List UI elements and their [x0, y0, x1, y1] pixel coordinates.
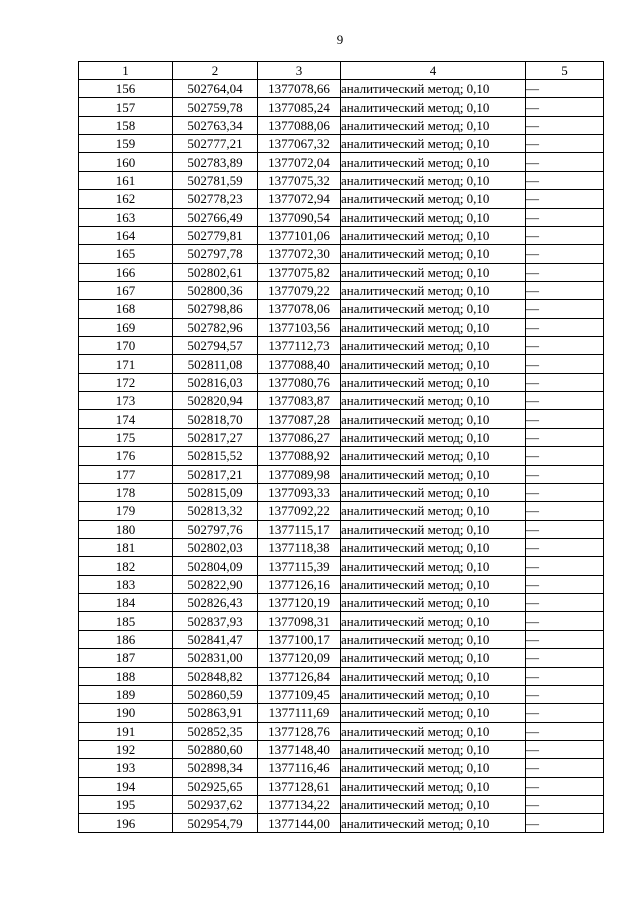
method-cell: аналитический метод; 0,10 — [341, 759, 526, 777]
column-header-4: 4 — [341, 62, 526, 80]
table-row — [79, 281, 604, 299]
x-coordinate-cell: 502798,86 — [173, 300, 258, 318]
description-cell: — — [526, 355, 604, 373]
method-cell: аналитический метод; 0,10 — [341, 685, 526, 703]
x-coordinate-cell: 502817,27 — [173, 428, 258, 446]
description-cell: — — [526, 337, 604, 355]
y-coordinate-cell: 1377093,33 — [258, 483, 341, 501]
x-coordinate-cell: 502822,90 — [173, 575, 258, 593]
point-number-cell: 159 — [79, 135, 173, 153]
x-coordinate-cell: 502797,78 — [173, 245, 258, 263]
y-coordinate-cell: 1377100,17 — [258, 630, 341, 648]
method-cell: аналитический метод; 0,10 — [341, 502, 526, 520]
description-cell: — — [526, 594, 604, 612]
point-number-cell: 157 — [79, 98, 173, 116]
y-coordinate-cell: 1377111,69 — [258, 704, 341, 722]
table-row — [79, 263, 604, 281]
table-row — [79, 190, 604, 208]
point-number-cell: 170 — [79, 337, 173, 355]
table-row — [79, 630, 604, 648]
method-cell: аналитический метод; 0,10 — [341, 777, 526, 795]
x-coordinate-cell: 502860,59 — [173, 685, 258, 703]
x-coordinate-cell: 502797,76 — [173, 520, 258, 538]
y-coordinate-cell: 1377115,17 — [258, 520, 341, 538]
point-number-cell: 173 — [79, 392, 173, 410]
table-row — [79, 171, 604, 189]
column-header-3: 3 — [258, 62, 341, 80]
x-coordinate-cell: 502863,91 — [173, 704, 258, 722]
point-number-cell: 194 — [79, 777, 173, 795]
table-row — [79, 557, 604, 575]
method-cell: аналитический метод; 0,10 — [341, 263, 526, 281]
description-cell: — — [526, 318, 604, 336]
y-coordinate-cell: 1377112,73 — [258, 337, 341, 355]
method-cell: аналитический метод; 0,10 — [341, 153, 526, 171]
point-number-cell: 162 — [79, 190, 173, 208]
table-row — [79, 538, 604, 556]
x-coordinate-cell: 502937,62 — [173, 796, 258, 814]
table-row — [79, 226, 604, 244]
y-coordinate-cell: 1377118,38 — [258, 538, 341, 556]
table-row — [79, 502, 604, 520]
method-cell: аналитический метод; 0,10 — [341, 410, 526, 428]
table-row — [79, 649, 604, 667]
y-coordinate-cell: 1377101,06 — [258, 226, 341, 244]
x-coordinate-cell: 502816,03 — [173, 373, 258, 391]
y-coordinate-cell: 1377120,09 — [258, 649, 341, 667]
point-number-cell: 187 — [79, 649, 173, 667]
x-coordinate-cell: 502802,61 — [173, 263, 258, 281]
method-cell: аналитический метод; 0,10 — [341, 373, 526, 391]
x-coordinate-cell: 502804,09 — [173, 557, 258, 575]
table-row — [79, 208, 604, 226]
x-coordinate-cell: 502763,34 — [173, 116, 258, 134]
method-cell: аналитический метод; 0,10 — [341, 612, 526, 630]
y-coordinate-cell: 1377148,40 — [258, 740, 341, 758]
table-row — [79, 759, 604, 777]
point-number-cell: 196 — [79, 814, 173, 832]
x-coordinate-cell: 502794,57 — [173, 337, 258, 355]
x-coordinate-cell: 502764,04 — [173, 80, 258, 98]
point-number-cell: 178 — [79, 483, 173, 501]
point-number-cell: 163 — [79, 208, 173, 226]
y-coordinate-cell: 1377109,45 — [258, 685, 341, 703]
description-cell: — — [526, 759, 604, 777]
table-row — [79, 135, 604, 153]
description-cell: — — [526, 538, 604, 556]
method-cell: аналитический метод; 0,10 — [341, 667, 526, 685]
method-cell: аналитический метод; 0,10 — [341, 649, 526, 667]
table-row — [79, 594, 604, 612]
point-number-cell: 165 — [79, 245, 173, 263]
x-coordinate-cell: 502898,34 — [173, 759, 258, 777]
point-number-cell: 166 — [79, 263, 173, 281]
point-number-cell: 185 — [79, 612, 173, 630]
y-coordinate-cell: 1377126,16 — [258, 575, 341, 593]
method-cell: аналитический метод; 0,10 — [341, 630, 526, 648]
table-row — [79, 777, 604, 795]
y-coordinate-cell: 1377078,66 — [258, 80, 341, 98]
x-coordinate-cell: 502852,35 — [173, 722, 258, 740]
description-cell: — — [526, 190, 604, 208]
description-cell: — — [526, 722, 604, 740]
x-coordinate-cell: 502802,03 — [173, 538, 258, 556]
point-number-cell: 174 — [79, 410, 173, 428]
description-cell: — — [526, 153, 604, 171]
x-coordinate-cell: 502837,93 — [173, 612, 258, 630]
point-number-cell: 188 — [79, 667, 173, 685]
y-coordinate-cell: 1377115,39 — [258, 557, 341, 575]
point-number-cell: 186 — [79, 630, 173, 648]
table-row — [79, 796, 604, 814]
y-coordinate-cell: 1377103,56 — [258, 318, 341, 336]
y-coordinate-cell: 1377072,04 — [258, 153, 341, 171]
x-coordinate-cell: 502815,52 — [173, 447, 258, 465]
y-coordinate-cell: 1377126,84 — [258, 667, 341, 685]
point-number-cell: 168 — [79, 300, 173, 318]
y-coordinate-cell: 1377089,98 — [258, 465, 341, 483]
x-coordinate-cell: 502781,59 — [173, 171, 258, 189]
y-coordinate-cell: 1377078,06 — [258, 300, 341, 318]
y-coordinate-cell: 1377092,22 — [258, 502, 341, 520]
method-cell: аналитический метод; 0,10 — [341, 483, 526, 501]
method-cell: аналитический метод; 0,10 — [341, 300, 526, 318]
point-number-cell: 192 — [79, 740, 173, 758]
table-row — [79, 410, 604, 428]
x-coordinate-cell: 502818,70 — [173, 410, 258, 428]
y-coordinate-cell: 1377080,76 — [258, 373, 341, 391]
point-number-cell: 175 — [79, 428, 173, 446]
point-number-cell: 191 — [79, 722, 173, 740]
point-number-cell: 171 — [79, 355, 173, 373]
x-coordinate-cell: 502826,43 — [173, 594, 258, 612]
method-cell: аналитический метод; 0,10 — [341, 80, 526, 98]
method-cell: аналитический метод; 0,10 — [341, 428, 526, 446]
table-row — [79, 245, 604, 263]
description-cell: — — [526, 116, 604, 134]
table-row — [79, 483, 604, 501]
method-cell: аналитический метод; 0,10 — [341, 135, 526, 153]
description-cell: — — [526, 667, 604, 685]
y-coordinate-cell: 1377086,27 — [258, 428, 341, 446]
x-coordinate-cell: 502831,00 — [173, 649, 258, 667]
method-cell: аналитический метод; 0,10 — [341, 337, 526, 355]
x-coordinate-cell: 502777,21 — [173, 135, 258, 153]
x-coordinate-cell: 502815,09 — [173, 483, 258, 501]
page-number: 9 — [336, 32, 344, 47]
description-cell: — — [526, 208, 604, 226]
description-cell: — — [526, 777, 604, 795]
description-cell: — — [526, 796, 604, 814]
y-coordinate-cell: 1377088,40 — [258, 355, 341, 373]
table-header-row — [79, 62, 604, 80]
y-coordinate-cell: 1377075,82 — [258, 263, 341, 281]
table-row — [79, 447, 604, 465]
y-coordinate-cell: 1377134,22 — [258, 796, 341, 814]
method-cell: аналитический метод; 0,10 — [341, 208, 526, 226]
column-header-5: 5 — [526, 62, 604, 80]
method-cell: аналитический метод; 0,10 — [341, 796, 526, 814]
y-coordinate-cell: 1377067,32 — [258, 135, 341, 153]
table-row — [79, 722, 604, 740]
point-number-cell: 195 — [79, 796, 173, 814]
x-coordinate-cell: 502778,23 — [173, 190, 258, 208]
method-cell: аналитический метод; 0,10 — [341, 814, 526, 832]
method-cell: аналитический метод; 0,10 — [341, 520, 526, 538]
description-cell: — — [526, 98, 604, 116]
y-coordinate-cell: 1377128,76 — [258, 722, 341, 740]
description-cell: — — [526, 502, 604, 520]
point-number-cell: 177 — [79, 465, 173, 483]
column-header-1: 1 — [79, 62, 173, 80]
x-coordinate-cell: 502925,65 — [173, 777, 258, 795]
description-cell: — — [526, 814, 604, 832]
description-cell: — — [526, 171, 604, 189]
y-coordinate-cell: 1377116,46 — [258, 759, 341, 777]
description-cell: — — [526, 465, 604, 483]
description-cell: — — [526, 630, 604, 648]
method-cell: аналитический метод; 0,10 — [341, 355, 526, 373]
table-row — [79, 80, 604, 98]
point-number-cell: 184 — [79, 594, 173, 612]
coordinates-table — [78, 61, 604, 833]
table-row — [79, 575, 604, 593]
method-cell: аналитический метод; 0,10 — [341, 538, 526, 556]
y-coordinate-cell: 1377085,24 — [258, 98, 341, 116]
table-row — [79, 520, 604, 538]
description-cell: — — [526, 612, 604, 630]
y-coordinate-cell: 1377079,22 — [258, 281, 341, 299]
y-coordinate-cell: 1377128,61 — [258, 777, 341, 795]
method-cell: аналитический метод; 0,10 — [341, 318, 526, 336]
description-cell: — — [526, 410, 604, 428]
description-cell: — — [526, 245, 604, 263]
point-number-cell: 190 — [79, 704, 173, 722]
table-row — [79, 98, 604, 116]
x-coordinate-cell: 502766,49 — [173, 208, 258, 226]
x-coordinate-cell: 502800,36 — [173, 281, 258, 299]
method-cell: аналитический метод; 0,10 — [341, 245, 526, 263]
point-number-cell: 193 — [79, 759, 173, 777]
table-row — [79, 337, 604, 355]
method-cell: аналитический метод; 0,10 — [341, 190, 526, 208]
description-cell: — — [526, 557, 604, 575]
x-coordinate-cell: 502848,82 — [173, 667, 258, 685]
point-number-cell: 181 — [79, 538, 173, 556]
table-row — [79, 153, 604, 171]
x-coordinate-cell: 502817,21 — [173, 465, 258, 483]
method-cell: аналитический метод; 0,10 — [341, 722, 526, 740]
point-number-cell: 182 — [79, 557, 173, 575]
x-coordinate-cell: 502813,32 — [173, 502, 258, 520]
description-cell: — — [526, 135, 604, 153]
description-cell: — — [526, 392, 604, 410]
method-cell: аналитический метод; 0,10 — [341, 116, 526, 134]
table-row — [79, 685, 604, 703]
description-cell: — — [526, 483, 604, 501]
table-row — [79, 814, 604, 832]
description-cell: — — [526, 300, 604, 318]
description-cell: — — [526, 80, 604, 98]
table-row — [79, 667, 604, 685]
table-body — [79, 80, 604, 833]
table-row — [79, 373, 604, 391]
description-cell: — — [526, 373, 604, 391]
table-row — [79, 740, 604, 758]
point-number-cell: 156 — [79, 80, 173, 98]
point-number-cell: 161 — [79, 171, 173, 189]
x-coordinate-cell: 502841,47 — [173, 630, 258, 648]
y-coordinate-cell: 1377072,30 — [258, 245, 341, 263]
method-cell: аналитический метод; 0,10 — [341, 447, 526, 465]
table-row — [79, 300, 604, 318]
x-coordinate-cell: 502954,79 — [173, 814, 258, 832]
table-row — [79, 428, 604, 446]
x-coordinate-cell: 502783,89 — [173, 153, 258, 171]
point-number-cell: 172 — [79, 373, 173, 391]
point-number-cell: 176 — [79, 447, 173, 465]
table-row — [79, 392, 604, 410]
method-cell: аналитический метод; 0,10 — [341, 704, 526, 722]
y-coordinate-cell: 1377090,54 — [258, 208, 341, 226]
column-header-2: 2 — [173, 62, 258, 80]
y-coordinate-cell: 1377144,00 — [258, 814, 341, 832]
y-coordinate-cell: 1377087,28 — [258, 410, 341, 428]
y-coordinate-cell: 1377098,31 — [258, 612, 341, 630]
description-cell: — — [526, 263, 604, 281]
table-row — [79, 612, 604, 630]
x-coordinate-cell: 502880,60 — [173, 740, 258, 758]
point-number-cell: 179 — [79, 502, 173, 520]
table-row — [79, 465, 604, 483]
description-cell: — — [526, 575, 604, 593]
table-row — [79, 318, 604, 336]
method-cell: аналитический метод; 0,10 — [341, 98, 526, 116]
description-cell: — — [526, 649, 604, 667]
x-coordinate-cell: 502782,96 — [173, 318, 258, 336]
method-cell: аналитический метод; 0,10 — [341, 392, 526, 410]
description-cell: — — [526, 520, 604, 538]
y-coordinate-cell: 1377072,94 — [258, 190, 341, 208]
point-number-cell: 164 — [79, 226, 173, 244]
point-number-cell: 169 — [79, 318, 173, 336]
table-row — [79, 116, 604, 134]
method-cell: аналитический метод; 0,10 — [341, 465, 526, 483]
x-coordinate-cell: 502779,81 — [173, 226, 258, 244]
method-cell: аналитический метод; 0,10 — [341, 557, 526, 575]
point-number-cell: 158 — [79, 116, 173, 134]
table-row — [79, 355, 604, 373]
y-coordinate-cell: 1377088,06 — [258, 116, 341, 134]
y-coordinate-cell: 1377120,19 — [258, 594, 341, 612]
table-row — [79, 704, 604, 722]
x-coordinate-cell: 502811,08 — [173, 355, 258, 373]
y-coordinate-cell: 1377075,32 — [258, 171, 341, 189]
method-cell: аналитический метод; 0,10 — [341, 594, 526, 612]
x-coordinate-cell: 502820,94 — [173, 392, 258, 410]
method-cell: аналитический метод; 0,10 — [341, 575, 526, 593]
y-coordinate-cell: 1377088,92 — [258, 447, 341, 465]
description-cell: — — [526, 704, 604, 722]
description-cell: — — [526, 740, 604, 758]
point-number-cell: 180 — [79, 520, 173, 538]
method-cell: аналитический метод; 0,10 — [341, 281, 526, 299]
method-cell: аналитический метод; 0,10 — [341, 171, 526, 189]
description-cell: — — [526, 226, 604, 244]
method-cell: аналитический метод; 0,10 — [341, 226, 526, 244]
point-number-cell: 167 — [79, 281, 173, 299]
description-cell: — — [526, 428, 604, 446]
y-coordinate-cell: 1377083,87 — [258, 392, 341, 410]
description-cell: — — [526, 281, 604, 299]
point-number-cell: 160 — [79, 153, 173, 171]
description-cell: — — [526, 685, 604, 703]
point-number-cell: 189 — [79, 685, 173, 703]
description-cell: — — [526, 447, 604, 465]
point-number-cell: 183 — [79, 575, 173, 593]
x-coordinate-cell: 502759,78 — [173, 98, 258, 116]
method-cell: аналитический метод; 0,10 — [341, 740, 526, 758]
